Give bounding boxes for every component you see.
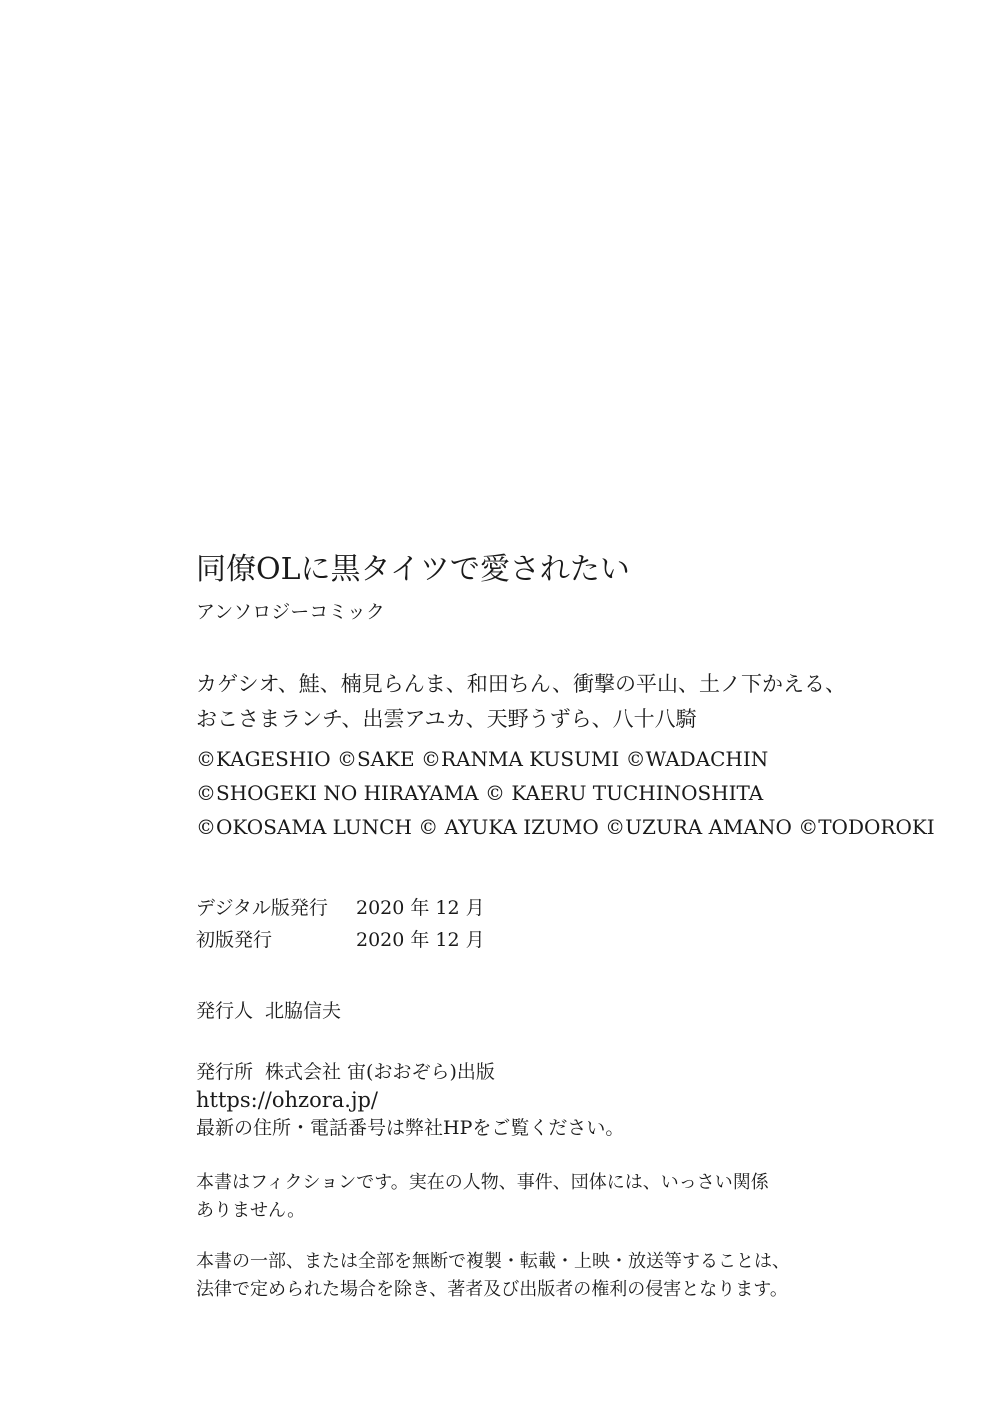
copyright-list bbox=[196, 742, 956, 844]
colophon bbox=[196, 548, 956, 1304]
copy-notice bbox=[196, 1248, 956, 1304]
digital-edition-date-row bbox=[196, 892, 956, 924]
publisher-info bbox=[196, 1058, 956, 1142]
publication-dates bbox=[196, 892, 956, 956]
copyright-line: ©KAGESHIO ©SAKE ©RANMA KUSUMI ©WADACHIN bbox=[196, 747, 769, 771]
author-line: おこさまランチ、出雲アユカ、天野うずら、八十八騎 bbox=[196, 707, 697, 731]
address-note: 最新の住所・電話番号は弊社HPをご覧ください。 bbox=[196, 1117, 625, 1139]
book-title: 同僚OLに黒タイツで愛されたい bbox=[196, 552, 630, 587]
publisher-person-name: 北脇信夫 bbox=[265, 1000, 342, 1022]
publisher-label: 発行所 bbox=[196, 1061, 254, 1083]
notice-line: 本書の一部、または全部を無断で複製・転載・上映・放送等することは、 bbox=[196, 1251, 790, 1272]
date-label: デジタル版発行 bbox=[196, 897, 328, 919]
copyright-line: ©SHOGEKI NO HIRAYAMA © KAERU TUCHINOSHITA bbox=[196, 781, 764, 805]
publisher-url: https://ohzora.jp/ bbox=[196, 1088, 378, 1112]
first-edition-date-row bbox=[196, 924, 956, 956]
notice-line: 法律で定められた場合を除き、著者及び出版者の権利の侵害となります。 bbox=[196, 1279, 788, 1300]
copyright-line: ©OKOSAMA LUNCH © AYUKA IZUMO ©UZURA AMANO ©TODOROKI bbox=[196, 815, 935, 839]
notice-line: ありません。 bbox=[196, 1200, 306, 1221]
publisher-line bbox=[196, 1058, 956, 1086]
date-value: 2020 年 12 月 bbox=[356, 929, 485, 951]
publisher-person bbox=[196, 996, 956, 1026]
publisher-name: 株式会社 宙(おおぞら)出版 bbox=[265, 1061, 495, 1083]
book-subtitle: アンソロジーコミック bbox=[196, 601, 385, 623]
date-label: 初版発行 bbox=[196, 929, 273, 951]
date-value: 2020 年 12 月 bbox=[356, 897, 485, 919]
author-list bbox=[196, 667, 956, 737]
author-line: カゲシオ、鮭、楠見らんま、和田ちん、衝撃の平山、土ノ下かえる、 bbox=[196, 672, 846, 696]
notice-line: 本書はフィクションです。実在の人物、事件、団体には、いっさい関係 bbox=[196, 1172, 769, 1193]
fiction-notice bbox=[196, 1169, 956, 1225]
publisher-person-label: 発行人 bbox=[196, 1000, 254, 1022]
